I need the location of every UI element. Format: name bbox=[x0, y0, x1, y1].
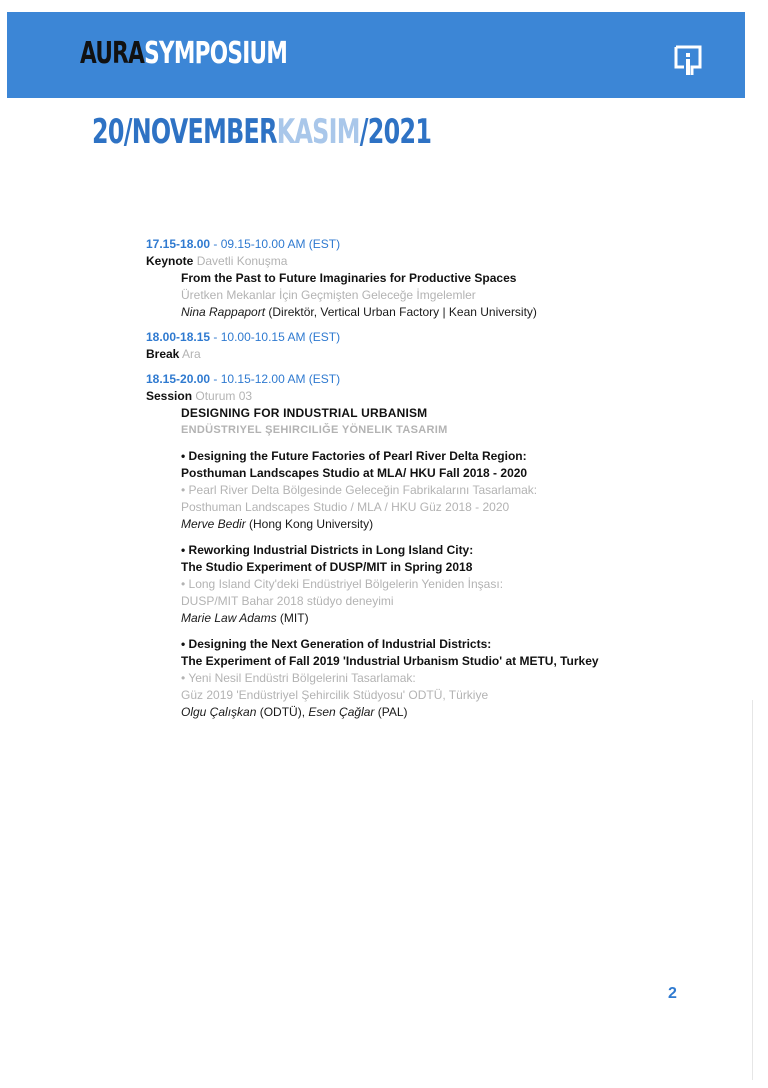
paper-title: The Experiment of Fall 2019 'Industrial Urbanism Studio' at METU, Turkey bbox=[181, 654, 599, 668]
speaker-affiliation: (MIT) bbox=[276, 611, 309, 625]
time-alt: - 09.15-10.00 AM (EST) bbox=[210, 237, 341, 251]
speaker-name: Olgu Çalışkan bbox=[181, 705, 257, 719]
date-month-tr: KASIM bbox=[276, 112, 360, 152]
keynote-title: From the Past to Future Imaginaries for Productive Spaces bbox=[181, 271, 517, 285]
speaker-name: Marie Law Adams bbox=[181, 611, 277, 625]
time-slot bbox=[146, 236, 666, 253]
page-edge-line bbox=[752, 700, 753, 1080]
time-main: 18.15-20.00 bbox=[146, 372, 211, 386]
time-main: 18.00-18.15 bbox=[146, 330, 211, 344]
paper-title: • Reworking Industrial Districts in Long Island City: bbox=[181, 543, 474, 557]
time-alt: - 10.15-12.00 AM (EST) bbox=[210, 372, 341, 386]
speaker-name: Esen Çağlar bbox=[308, 705, 375, 719]
event-date bbox=[92, 112, 431, 152]
paper-speaker bbox=[181, 610, 666, 627]
slot-label-en: Keynote bbox=[146, 254, 194, 268]
time-alt: - 10.00-10.15 AM (EST) bbox=[210, 330, 341, 344]
brand-part-symposium: SYMPOSIUM bbox=[144, 36, 288, 71]
speaker-name: Nina Rappaport bbox=[181, 305, 266, 319]
aura-logo-icon bbox=[673, 44, 703, 78]
paper-item bbox=[181, 636, 666, 721]
paper-title: Posthuman Landscapes Studio at MLA/ HKU Fall 2018 - 2020 bbox=[181, 466, 528, 480]
speaker-name: Merve Bedir bbox=[181, 517, 246, 531]
keynote-title-tr: Üretken Mekanlar İçin Geçmişten Geleceğe İmgelemler bbox=[181, 288, 476, 302]
speaker-affiliation: (ODTÜ), bbox=[256, 705, 309, 719]
speaker-affiliation: (Direktör, Vertical Urban Factory | Kean University) bbox=[265, 305, 537, 319]
paper-title: • Designing the Next Generation of Industrial Districts: bbox=[181, 637, 492, 651]
paper-item bbox=[181, 542, 666, 627]
time-main: 17.15-18.00 bbox=[146, 237, 211, 251]
date-day-month: 20/NOVEMBER bbox=[92, 112, 277, 152]
paper-title-tr: DUSP/MIT Bahar 2018 stüdyo deneyimi bbox=[181, 594, 394, 608]
session-title: DESIGNING FOR INDUSTRIAL URBANISM bbox=[181, 406, 428, 420]
paper-title-tr: • Yeni Nesil Endüstri Bölgelerini Tasarlamak: bbox=[181, 671, 416, 685]
paper-speaker bbox=[181, 516, 666, 533]
speaker-affiliation: (Hong Kong University) bbox=[245, 517, 374, 531]
time-slot bbox=[146, 371, 666, 388]
paper-speaker bbox=[181, 704, 666, 721]
slot-label-tr: Oturum 03 bbox=[195, 389, 253, 403]
paper-title-tr: Posthuman Landscapes Studio / MLA / HKU Güz 2018 - 2020 bbox=[181, 500, 510, 514]
time-slot bbox=[146, 329, 666, 346]
slot-label bbox=[146, 253, 666, 270]
slot-label bbox=[146, 346, 666, 363]
paper-title: • Designing the Future Factories of Pearl River Delta Region: bbox=[181, 449, 527, 463]
paper-title: The Studio Experiment of DUSP/MIT in Spring 2018 bbox=[181, 560, 473, 574]
date-year: /2021 bbox=[359, 112, 432, 152]
speaker-affiliation: (PAL) bbox=[374, 705, 408, 719]
brand-title bbox=[80, 36, 287, 71]
slot-label-tr: Davetli Konuşma bbox=[196, 254, 288, 268]
paper-title-tr: • Pearl River Delta Bölgesinde Geleceğin Fabrikalarını Tasarlamak: bbox=[181, 483, 538, 497]
page-number: 2 bbox=[668, 985, 677, 1002]
slot-label bbox=[146, 388, 666, 405]
keynote-speaker bbox=[181, 304, 666, 321]
session-title-tr: ENDÜSTRIYEL ŞEHIRCILIĞE YÖNELIK TASARIM bbox=[181, 424, 448, 436]
slot-label-tr: Ara bbox=[182, 347, 201, 361]
paper-title-tr: • Long Island City'deki Endüstriyel Bölgelerin Yeniden İnşası: bbox=[181, 577, 504, 591]
slot-label-en: Break bbox=[146, 347, 180, 361]
slot-label-en: Session bbox=[146, 389, 193, 403]
program-schedule bbox=[146, 236, 666, 721]
paper-title-tr: Güz 2019 'Endüstriyel Şehircilik Stüdyosu' ODTÜ, Türkiye bbox=[181, 688, 489, 702]
brand-part-aura: AURA bbox=[80, 36, 145, 71]
paper-item bbox=[181, 448, 666, 533]
